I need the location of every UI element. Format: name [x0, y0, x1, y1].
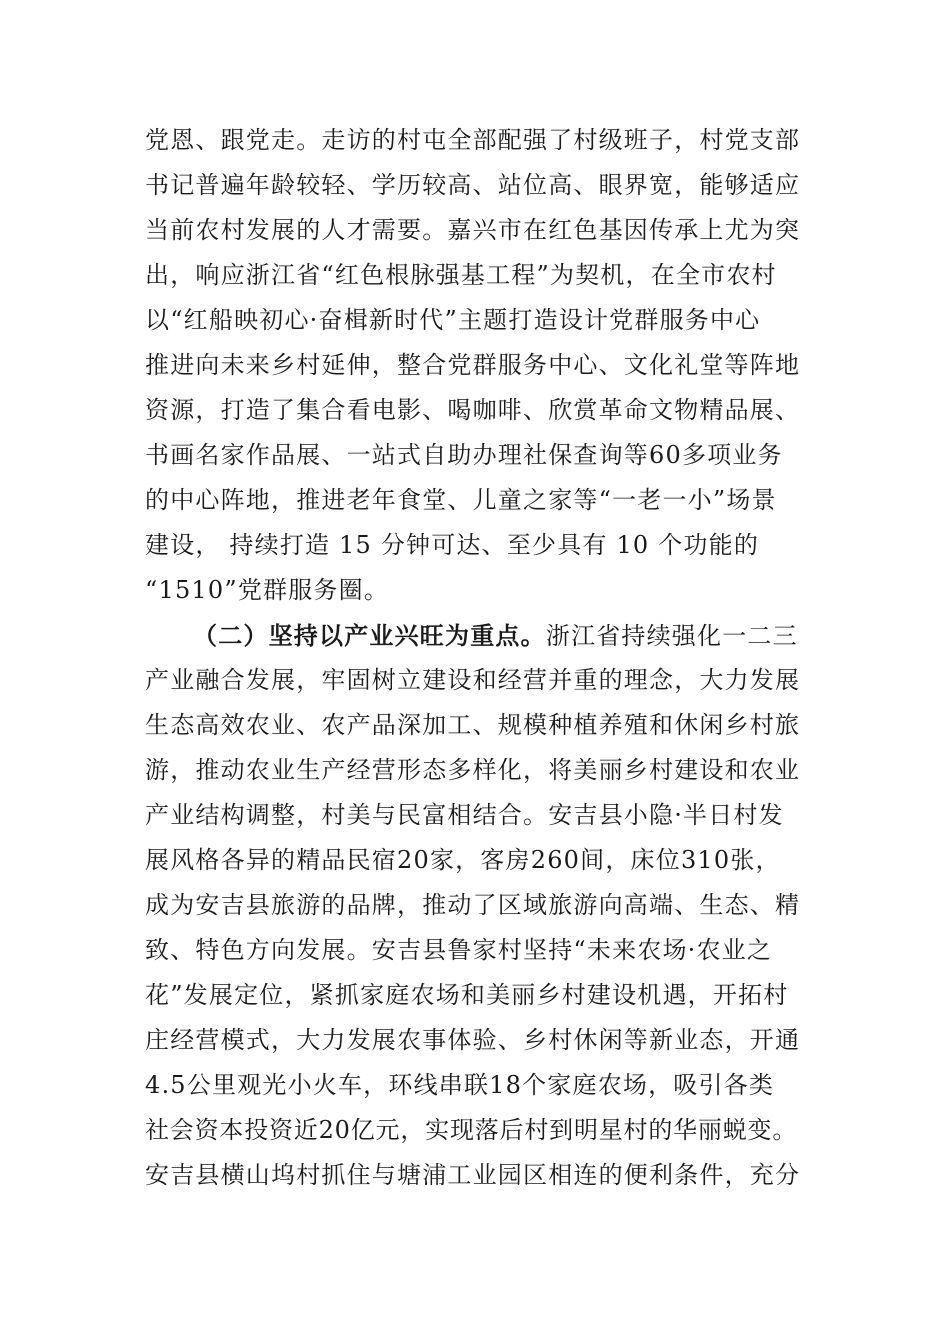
text-line: 生态高效农业、农产品深加工、规模种植养殖和休闲乡村旅 — [145, 711, 801, 739]
text-line: 当前农村发展的人才需要。嘉兴市在红色基因传承上尤为突 — [145, 216, 801, 244]
section-heading-continuation: 浙江省持续强化一二三 — [545, 622, 798, 650]
paragraph-industry-prosperity — [145, 613, 825, 1198]
text-line: 以“红船映初心·奋楫新时代”主题打造设计党群服务中心 — [145, 306, 761, 334]
text-line: 安吉县横山坞村抓住与塘浦工业园区相连的便利条件，充分 — [145, 1161, 801, 1189]
text-line: 4.5公里观光小火车，环线串联18个家庭农场，吸引各类 — [145, 1071, 775, 1099]
text-line: 游，推动农业生产经营形态多样化，将美丽乡村建设和农业 — [145, 756, 801, 784]
text-line: 成为安吉县旅游的品牌，推动了区域旅游向高端、生态、精 — [145, 891, 801, 919]
text-line: 产业结构调整，村美与民富相结合。安吉县小隐·半日村发 — [145, 801, 784, 829]
document-body — [145, 118, 825, 1198]
text-line: 展风格各异的精品民宿20家，客房260间，床位310张， — [145, 846, 781, 874]
section-heading-line — [145, 613, 825, 658]
text-line: 出，响应浙江省“红色根脉强基工程”为契机，在全市农村 — [145, 261, 777, 289]
section-heading: （二）坚持以产业兴旺为重点。 — [193, 621, 546, 650]
text-line: 庄经营模式，大力发展农事体验、乡村休闲等新业态，开通 — [145, 1026, 801, 1054]
text-line: 推进向未来乡村延伸，整合党群服务中心、文化礼堂等阵地 — [145, 351, 801, 379]
text-line: “1510”党群服务圈。 — [145, 576, 390, 604]
text-line: 党恩、跟党走。走访的村屯全部配强了村级班子，村党支部 — [145, 126, 801, 154]
paragraph-party-building — [145, 118, 825, 613]
text-line: 花”发展定位，紧抓家庭农场和美丽乡村建设机遇，开拓村 — [145, 981, 789, 1009]
text-line: 资源，打造了集合看电影、喝咖啡、欣赏革命文物精品展、 — [145, 396, 801, 424]
text-line: 书记普遍年龄较轻、学历较高、站位高、眼界宽，能够适应 — [145, 171, 801, 199]
text-line: 致、特色方向发展。安吉县鲁家村坚持“未来农场·农业之 — [145, 936, 773, 964]
text-line: 的中心阵地，推进老年食堂、儿童之家等“一老一小”场景 — [145, 486, 777, 514]
text-line: 产业融合发展，牢固树立建设和经营并重的理念，大力发展 — [145, 666, 801, 694]
text-line: 建设， 持续打造 15 分钟可达、至少具有 10 个功能的 — [145, 531, 760, 559]
text-line: 社会资本投资近20亿元，实现落后村到明星村的华丽蜕变。 — [145, 1116, 798, 1144]
text-line: 书画名家作品展、一站式自助办理社保查询等60多项业务 — [145, 441, 783, 469]
